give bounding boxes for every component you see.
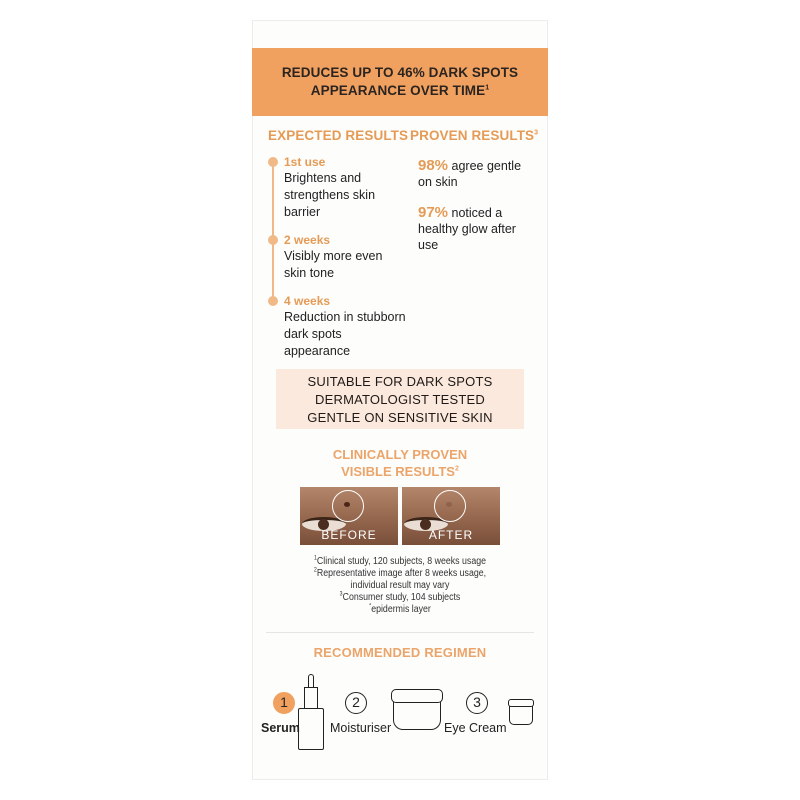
timeline-step [268,293,408,360]
timeline-step-text: Brightens and strengthens skin barrier [284,171,376,219]
step-3-label: Eye Cream [444,721,507,735]
footnote: $^1$Clinical study, 120 subjects, 8 weeks usage [313,555,487,567]
divider [266,632,534,633]
before-photo [300,487,398,545]
timeline-step [268,232,408,282]
proven-stat [418,205,538,253]
timeline-step-label: 2 weeks [284,233,331,247]
after-photo [402,487,500,545]
timeline-step-text: Visibly more even skin tone [284,249,383,280]
footnote: $^2$Representative image after 8 weeks usage, individual result may vary [313,567,487,591]
step-1-number: 1 [273,692,295,714]
proven-stat-value: 97% [418,204,449,221]
claim-line: DERMATOLOGIST TESTED [315,392,485,407]
headline-line-1: REDUCES UP TO 46% DARK SPOTS [281,65,519,80]
results-timeline [268,154,408,371]
timeline-step-label: 1st use [284,155,326,169]
regimen-title: RECOMMENDED REGIMEN [313,645,487,660]
proven-stat-text: noticed a healthy glow after use [418,206,516,252]
headline-line-2: APPEARANCE OVER TIME$^1$ [310,83,490,98]
claims-box [276,369,524,429]
clinically-proven-heading: CLINICALLY PROVEN VISIBLE RESULTS$^2$ [332,447,468,479]
timeline-step-label: 4 weeks [284,294,331,308]
step-2-label: Moisturiser [330,721,392,735]
after-label: AFTER [428,528,474,542]
timeline-step-text: Reduction in stubborn dark spots appearance [284,310,406,358]
timeline-step [268,154,408,221]
footnote: *epidermis layer [369,603,431,615]
proven-footnote-ref: 3 [534,129,539,137]
step-1-label: Serum [261,721,300,735]
claim-line: SUITABLE FOR DARK SPOTS [307,374,493,389]
timeline-dot-icon [268,235,278,245]
footnote: $^3$Consumer study, 104 subjects [339,591,461,603]
proven-results-heading: PROVEN RESULTS$^3$ [410,128,539,143]
proven-stat [418,158,538,190]
expected-results-heading: EXPECTED RESULTS [268,128,409,143]
highlight-circle-icon [434,490,466,522]
clinical-footnote-ref: 2 [454,465,459,473]
step-3-number: 3 [466,692,488,714]
timeline-dot-icon [268,157,278,167]
step-2-number: 2 [345,692,367,714]
proven-stat-text: agree gentle on skin [418,159,522,189]
timeline-dot-icon [268,296,278,306]
footnotes [303,556,497,616]
claim-line: GENTLE ON SENSITIVE SKIN [307,410,493,425]
before-label: BEFORE [321,528,377,542]
headline-footnote-ref: 1 [485,84,490,92]
highlight-circle-icon [332,490,364,522]
headline-banner [252,48,548,116]
proven-stat-value: 98% [418,157,449,174]
